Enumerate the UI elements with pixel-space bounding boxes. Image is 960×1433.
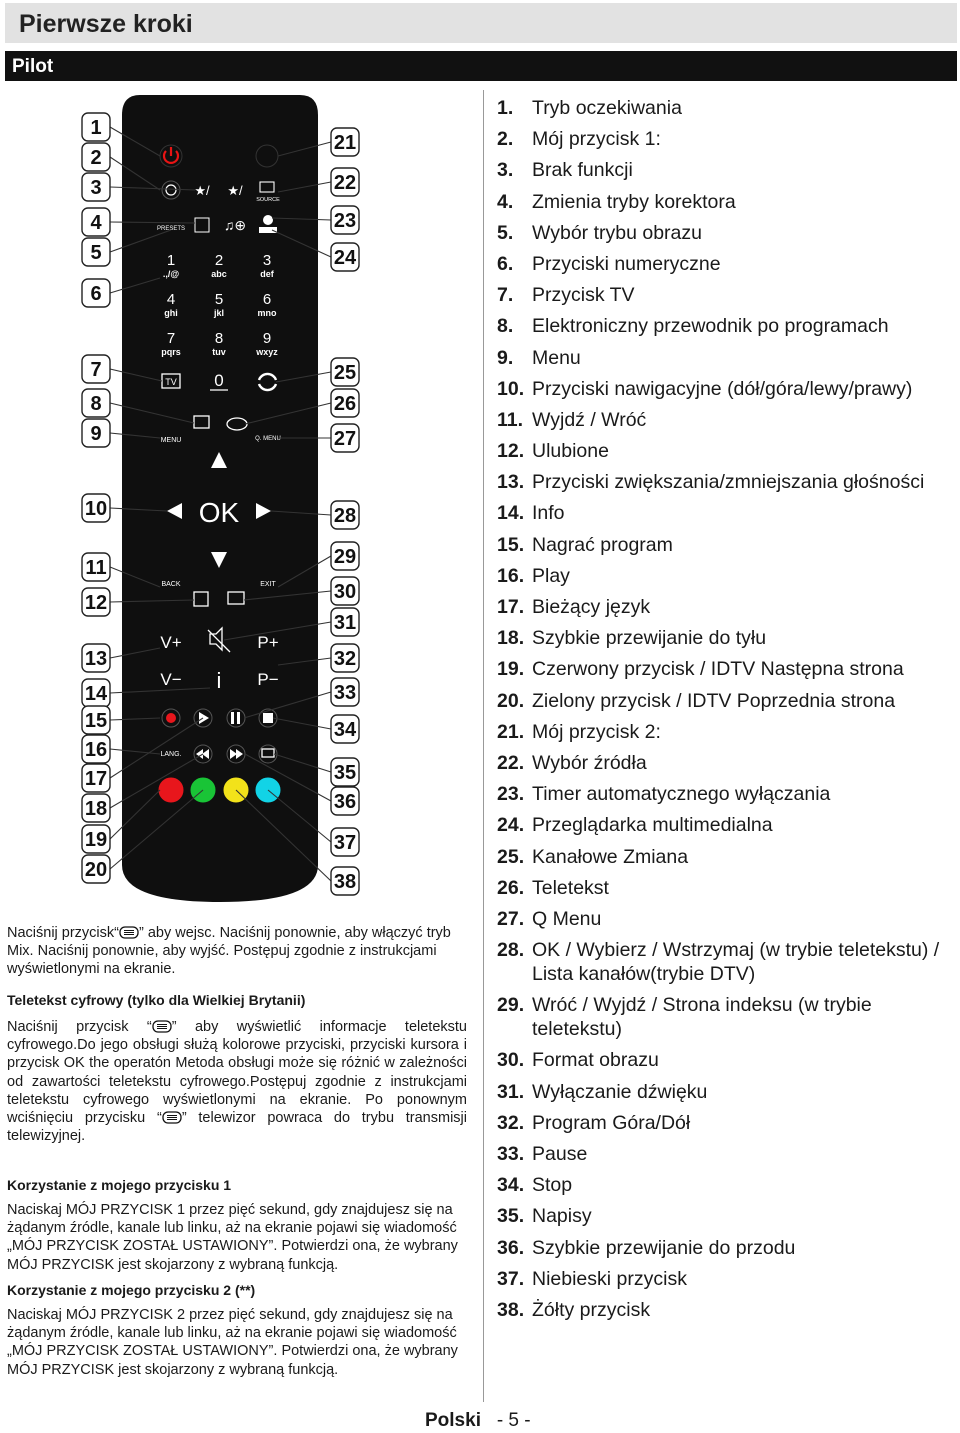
legend-number: 2. <box>497 128 514 151</box>
legend-text: Mój przycisk 1: <box>532 128 661 151</box>
remote-illustration <box>0 90 480 920</box>
my-button-2-icon: ★/ <box>227 183 243 198</box>
legend-text: Stop <box>532 1174 573 1197</box>
legend-item <box>497 564 960 588</box>
legend-item <box>497 751 960 775</box>
legend-item <box>497 252 960 276</box>
remote-diagram <box>0 90 480 920</box>
callout-38: 38 <box>333 871 357 893</box>
red-button <box>159 778 183 802</box>
legend-text: Tryb oczekiwania <box>532 97 682 119</box>
pause-icon-bar-1 <box>231 712 234 724</box>
legend-text: Przeglądarka multimedialna <box>532 814 773 837</box>
callout-20: 20 <box>84 859 108 881</box>
callout-32: 32 <box>333 648 357 670</box>
legend-item <box>497 96 960 120</box>
media-browser-icon <box>259 227 277 233</box>
legend-number: 25. <box>497 845 525 868</box>
digit-key-1: 1 <box>166 252 176 269</box>
callout-9: 9 <box>90 423 102 445</box>
digit-letters-2: abc <box>211 269 227 279</box>
legend-item <box>497 845 960 869</box>
callout-12: 12 <box>84 592 108 614</box>
callout-33: 33 <box>333 682 357 704</box>
volume-up-label: V+ <box>160 633 182 652</box>
legend-item <box>497 314 960 338</box>
teletext-icon <box>119 926 139 939</box>
legend-item <box>497 408 960 432</box>
legend-number: 34. <box>497 1174 525 1197</box>
legend-item <box>497 595 960 619</box>
legend-number: 14. <box>497 502 525 525</box>
legend-number: 9. <box>497 346 514 369</box>
digit-letters-8: tuv <box>212 347 226 357</box>
legend-text: Czerwony przycisk / IDTV Następna strona <box>532 658 904 681</box>
pause-button <box>227 709 245 727</box>
legend-item <box>497 470 960 494</box>
callout-24: 24 <box>333 247 357 269</box>
legend-text: Napisy <box>532 1205 592 1228</box>
callout-10: 10 <box>84 498 108 520</box>
legend-number: 7. <box>497 284 514 307</box>
legend-item <box>497 907 960 931</box>
legend-text: Teletekst <box>532 876 609 899</box>
legend-item <box>497 1298 960 1322</box>
legend-number: 28. <box>497 939 525 962</box>
legend-item <box>497 283 960 307</box>
legend-number: 30. <box>497 1049 525 1072</box>
tv-label: TV <box>165 377 177 387</box>
legend-item <box>497 689 960 713</box>
legend-number: 8. <box>497 315 514 338</box>
legend-number: 24. <box>497 814 525 837</box>
legend-text: Przycisk TV <box>532 284 635 307</box>
mix-paragraph <box>7 924 467 979</box>
callout-6: 6 <box>90 283 102 305</box>
legend-number: 21. <box>497 720 525 743</box>
ok-label: OK <box>198 497 240 528</box>
legend-item <box>497 158 960 182</box>
section-title-bar <box>5 51 957 81</box>
legend-text: Wybór trybu obrazu <box>532 221 702 244</box>
teletext-text-a: Naciśnij przycisk “ <box>7 1019 152 1035</box>
legend-item <box>497 782 960 806</box>
digital-teletext-heading: Teletekst cyfrowy (tylko dla Wielkiej Brytanii) <box>7 992 306 1008</box>
callout-11: 11 <box>85 557 107 579</box>
callout-21: 21 <box>333 132 357 154</box>
callout-17: 17 <box>84 768 108 790</box>
digit-key-8: 8 <box>214 330 224 347</box>
legend-item <box>497 626 960 650</box>
mix-text-a: Naciśnij przycisk“ <box>7 925 119 941</box>
legend-number: 36. <box>497 1236 525 1259</box>
callout-16: 16 <box>84 739 108 761</box>
legend-text: Zielony przycisk / IDTV Poprzednia strona <box>532 689 896 712</box>
record-icon <box>166 713 176 723</box>
legend-number: 5. <box>497 221 514 244</box>
legend-text: Program Góra/Dół <box>532 1111 691 1134</box>
legend-number: 4. <box>497 190 514 213</box>
legend-text: Ulubione <box>532 440 609 463</box>
legend-text: Mój przycisk 2: <box>532 720 661 743</box>
legend-text: Wyjdź / Wróć <box>532 408 647 431</box>
digit-letters-5: jkl <box>213 308 225 318</box>
page-title: Pierwsze kroki <box>19 10 193 38</box>
legend-text: Przyciski numeryczne <box>532 252 721 275</box>
digit-letters-4: ghi <box>164 308 178 318</box>
legend-item <box>497 1048 960 1072</box>
teletext-text-b: ” aby wyświetlić informacje teletekstu cyfrowego.Do jego obsługi służą kolorowe przyciski, przyciski kursora i przycisk OK the operatón Metoda obsługi może się różnić w zależności od zawartości teletekstu cyfrowego.Postępuj zgodnie z instrukcjami teletekstu cyfrowego wyświetlonymi na ekranie. Po ponownym wciśnięciu przycisku “ <box>7 1019 467 1127</box>
digit-key-7: 7 <box>166 330 176 347</box>
legend-item <box>497 720 960 744</box>
legend-item <box>497 1173 960 1197</box>
legend-text: Kanałowe Zmiana <box>532 845 689 868</box>
volume-down-label: V− <box>160 670 182 689</box>
legend-number: 38. <box>497 1298 525 1321</box>
program-down-label: P− <box>257 670 279 689</box>
legend-number: 13. <box>497 471 525 494</box>
legend-item <box>497 1267 960 1291</box>
digit-key-5: 5 <box>214 291 224 308</box>
legend-text: Info <box>532 502 565 525</box>
legend-text: Zmienia tryby korektora <box>532 190 736 213</box>
legend-number: 32. <box>497 1111 525 1134</box>
teletext-text-c: ” telewizor powraca do trybu transmisji telewizyjnej. <box>7 1110 467 1145</box>
legend-item <box>497 1142 960 1166</box>
my-button-2-heading: Korzystanie z mojego przycisku 2 (**) <box>7 1282 256 1298</box>
legend-number: 17. <box>497 596 525 618</box>
legend-text: Timer automatycznego wyłączania <box>532 783 831 806</box>
legend-item <box>497 533 960 557</box>
digit-key-0: 0 <box>214 371 224 390</box>
page-number: - 5 - <box>496 1410 531 1431</box>
legend-text: Format obrazu <box>532 1049 659 1072</box>
legend-item <box>497 657 960 681</box>
legend-number: 19. <box>497 658 525 681</box>
presets-label: PRESETS <box>156 226 186 232</box>
legend-text: Q Menu <box>532 907 602 930</box>
legend-item <box>497 127 960 151</box>
digit-key-6: 6 <box>262 291 272 308</box>
legend-item <box>497 993 960 1041</box>
timer-icon <box>263 215 273 225</box>
callout-26: 26 <box>333 393 357 415</box>
legend-text: OK / Wybierz / Wstrzymaj (w trybie teletekstu) / Lista kanałów(trybie DTV) <box>532 939 940 986</box>
callout-18: 18 <box>84 798 108 820</box>
source-label: SOURCE <box>256 197 280 203</box>
legend-number: 37. <box>497 1267 525 1290</box>
callout-14: 14 <box>84 683 108 705</box>
legend-number: 18. <box>497 627 525 650</box>
digit-key-2: 2 <box>214 252 224 269</box>
page-footer <box>425 1410 531 1432</box>
legend-number: 27. <box>497 907 525 930</box>
legend-item <box>497 346 960 370</box>
legend-number: 26. <box>497 876 525 899</box>
legend-number: 20. <box>497 689 525 712</box>
legend-item <box>497 190 960 214</box>
callout-28: 28 <box>333 505 357 527</box>
exit-label: EXIT <box>260 581 276 588</box>
footer-language: Polski <box>425 1410 481 1431</box>
digit-key-4: 4 <box>166 291 176 308</box>
legend-number: 33. <box>497 1143 525 1165</box>
callout-13: 13 <box>84 648 108 670</box>
legend-text: Menu <box>532 346 581 369</box>
stop-icon <box>263 713 273 723</box>
my-button-1-heading: Korzystanie z mojego przycisku 1 <box>7 1177 232 1193</box>
digit-letters-3: def <box>260 269 274 279</box>
legend-number: 12. <box>497 440 525 463</box>
legend-item <box>497 221 960 245</box>
digit-letters-6: mno <box>257 308 277 318</box>
menu-label: MENU <box>160 437 182 444</box>
legend-text: Niebieski przycisk <box>532 1267 687 1290</box>
back-label: BACK <box>161 581 181 588</box>
legend-item <box>497 876 960 900</box>
legend-text: Brak funkcji <box>532 159 633 182</box>
legend-number: 3. <box>497 159 514 182</box>
legend-text: Żółty przycisk <box>532 1298 651 1321</box>
callout-36: 36 <box>333 791 357 813</box>
legend-item <box>497 1111 960 1135</box>
program-up-label: P+ <box>257 633 279 652</box>
page-title-bar <box>5 3 957 43</box>
legend-number: 22. <box>497 751 525 774</box>
my-button-1-icon: ★/ <box>194 183 210 198</box>
callout-19: 19 <box>84 829 108 851</box>
digital-teletext-paragraph <box>7 1018 467 1145</box>
legend-number: 16. <box>497 564 525 587</box>
legend-text: Nagrać program <box>532 533 673 556</box>
callout-25: 25 <box>333 362 357 384</box>
callout-27: 27 <box>333 428 357 450</box>
callout-15: 15 <box>84 710 108 732</box>
legend-number: 6. <box>497 252 514 275</box>
button-legend <box>497 96 960 1329</box>
callout-8: 8 <box>90 393 102 415</box>
teletext-icon <box>162 1111 182 1124</box>
my-button-1-text: Naciskaj MÓJ PRZYCISK 1 przez pięć sekund, gdy znajdujesz się na żądanym źródle, kanale lub linku, aż na ekranie pojawi się wiadomość „MÓJ PRZYCISK ZOSTAŁ USTAWIONY”. Potwierdzi ona, że wybrany MÓJ PRZYCISK jest skojarzony z wybraną funkcją. <box>7 1202 458 1273</box>
legend-item <box>497 813 960 837</box>
callout-1: 1 <box>90 117 102 139</box>
qmenu-label: Q. MENU <box>255 436 281 442</box>
digit-key-9: 9 <box>262 330 272 347</box>
legend-item <box>497 501 960 525</box>
legend-text: Szybkie przewijanie do tyłu <box>532 627 767 650</box>
legend-text: Elektroniczny przewodnik po programach <box>532 315 889 338</box>
legend-number: 31. <box>497 1080 525 1103</box>
my-button-2-text: Naciskaj MÓJ PRZYCISK 2 przez pięć sekund, gdy znajdujesz się na żądanym źródle, kanale lub linku, aż na ekranie pojawi się wiadomość „MÓJ PRZYCISK ZOSTAŁ USTAWIONY”. Potwierdzi ona, że wybrany MÓJ PRZYCISK jest skojarzony z wybraną funkcją. <box>7 1307 458 1378</box>
digit-letters-7: pqrs <box>161 347 181 357</box>
legend-number: 1. <box>497 97 514 119</box>
legend-text: Wybór źródła <box>532 751 647 774</box>
callout-31: 31 <box>333 612 357 634</box>
legend-item <box>497 1080 960 1104</box>
legend-text: Pause <box>532 1143 588 1165</box>
callout-7: 7 <box>90 359 102 381</box>
legend-text: Play <box>532 564 570 587</box>
blank-button <box>256 145 278 167</box>
globe-button <box>162 181 180 199</box>
legend-number: 15. <box>497 533 525 556</box>
legend-number: 35. <box>497 1205 525 1228</box>
legend-number: 29. <box>497 994 525 1017</box>
picture-mode-icon: ♫⊕ <box>223 217 247 233</box>
legend-item <box>497 1236 960 1260</box>
legend-text: Bieżący język <box>532 596 651 618</box>
callout-29: 29 <box>333 546 357 568</box>
info-label: i <box>216 668 222 693</box>
legend-text: Wyłączanie dźwięku <box>532 1080 708 1103</box>
callout-22: 22 <box>333 172 357 194</box>
callout-34: 34 <box>333 719 357 741</box>
callout-3: 3 <box>90 177 102 199</box>
callout-4: 4 <box>90 212 102 234</box>
teletext-icon <box>152 1020 172 1033</box>
callout-37: 37 <box>333 832 357 854</box>
legend-text: Szybkie przewijanie do przodu <box>532 1236 796 1259</box>
pause-icon-bar-2 <box>237 712 240 724</box>
legend-item <box>497 377 960 401</box>
legend-item <box>497 938 960 986</box>
digit-letters-9: wxyz <box>256 347 278 357</box>
section-title: Pilot <box>12 56 54 77</box>
legend-number: 10. <box>497 377 525 400</box>
legend-item <box>497 439 960 463</box>
callout-23: 23 <box>333 210 357 232</box>
legend-text: Przyciski zwiększania/zmniejszania głośności <box>532 471 925 494</box>
digit-key-3: 3 <box>262 252 272 269</box>
column-divider <box>483 90 484 1402</box>
callout-30: 30 <box>333 581 357 603</box>
digit-letters-1: .,/@ <box>162 269 180 279</box>
legend-text: Wróć / Wyjdź / Strona indeksu (w trybie teletekstu) <box>532 994 872 1041</box>
legend-item <box>497 1204 960 1228</box>
callout-2: 2 <box>90 147 102 169</box>
legend-number: 11. <box>497 408 524 431</box>
mix-text-b: ” aby wejsc. Naciśnij ponownie, aby włączyć tryb Mix. Naciśnij ponownie, aby wyjść. Postępuj zgodnie z instrukcjami wyświetlonymi na ekranie. <box>7 925 451 978</box>
callout-5: 5 <box>90 242 102 264</box>
callout-35: 35 <box>333 762 357 784</box>
legend-number: 23. <box>497 783 525 806</box>
lang-label: LANG. <box>160 751 182 758</box>
legend-text: Przyciski nawigacyjne (dół/góra/lewy/prawy) <box>532 377 913 400</box>
